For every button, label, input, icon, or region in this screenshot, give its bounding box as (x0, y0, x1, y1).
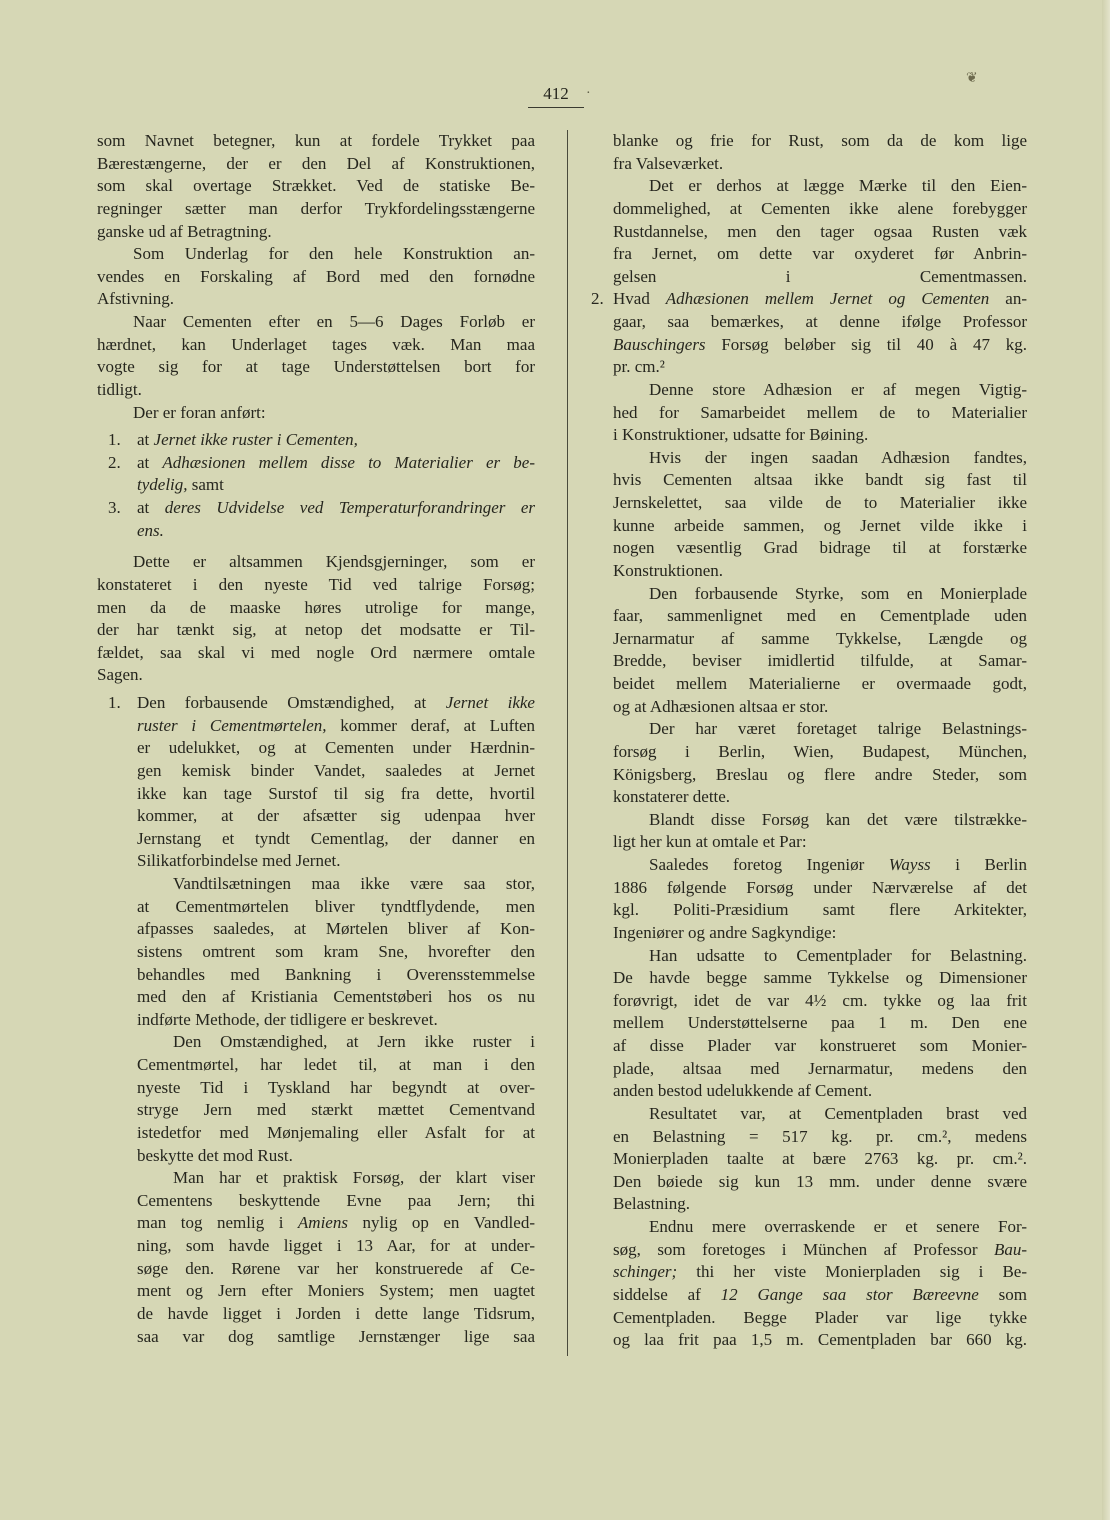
paragraph (137, 1031, 535, 1167)
text-line: Ingeniører og andre Sagkyndige: (613, 922, 837, 942)
text-line: stryge Jern med stærkt mættet Cementvand (137, 1100, 535, 1120)
text-line (137, 497, 535, 520)
text-line: ning, som havde ligget i 13 Aar, for at under- (137, 1236, 535, 1255)
text-run: søg, som foretoges i München af Professor (613, 1239, 994, 1259)
italic-text-run: Wayss (888, 855, 931, 874)
text-line: pr. cm.² (613, 357, 665, 377)
paragraph (97, 130, 535, 243)
text-line: Hvis der ingen saadan Adhæsion fandtes, (649, 447, 1027, 467)
text-line: gelsen i Cementmassen. (613, 266, 1027, 286)
italic-text-run: ens. (137, 520, 164, 540)
list-item (97, 452, 535, 497)
text-line: men da de maaske høres utrolige for mange, (97, 597, 535, 617)
text-run: kommer deraf, at Luften (326, 715, 535, 735)
text-line: forøvrigt, idet de var 4½ cm. tykke og laa frit (613, 990, 1027, 1010)
paragraph (137, 1167, 535, 1348)
column-divider (567, 130, 568, 1356)
text-run: i Berlin (930, 855, 1027, 874)
text-line: Det er derhos at lægge Mærke til den Eien- (649, 176, 1027, 196)
italic-text-run: Amiens (297, 1213, 348, 1233)
italic-text-run: ruster i Cementmørtelen, (137, 715, 327, 735)
text-line: plade, altsaa med Jernarmatur, medens den (613, 1058, 1027, 1078)
text-line: der har tænkt sig, at netop det modsatte er Til- (97, 620, 535, 640)
text-line: hvis Cementen altsaa ikke bandt sig fast til (613, 470, 1027, 490)
list-number: 1. (108, 693, 121, 712)
text-line: konstateret i den nyeste Tid ved talrige Forsøg; (97, 574, 535, 594)
text-line: kunne arbeide sammen, og Jernet vilde ikke i (613, 515, 1027, 535)
list-number: 1. (108, 430, 121, 450)
list-number: 2. (591, 289, 604, 309)
page-edge (1102, 0, 1110, 1520)
list-item (97, 497, 535, 542)
list-item (97, 429, 535, 452)
list-item (613, 130, 1027, 288)
text-run: thi her viste Monierpladen sig i Be- (677, 1262, 1027, 1282)
paragraph (97, 402, 535, 425)
paragraph (137, 452, 535, 497)
text-line: mellem Understøttelserne paa 1 m. Den ene (613, 1013, 1027, 1033)
text-line: dommelighed, at Cementen ikke alene forebygger (613, 198, 1027, 218)
text-run: an- (989, 289, 1027, 309)
text-line: kgl. Politi-Præsidium samt flere Arkitekter, (613, 900, 1027, 920)
text-line: ikke kan tage Surstof til sig fra dette, hvortil (137, 783, 535, 803)
paragraph (97, 551, 535, 687)
text-line: Resultatet var, at Cementpladen brast ved (649, 1103, 1027, 1123)
text-line (613, 288, 1027, 311)
text-line: er udelukket, og at Cementen under Hærdnin- (137, 738, 535, 758)
paragraph (613, 809, 1027, 854)
text-line (137, 715, 535, 738)
text-line: med den af Kristiania Cementstøberi hos os nu (137, 987, 535, 1007)
italic-text-run: schinger; (613, 1262, 678, 1282)
text-line: de havde ligget i Jorden i dette lange Tidsrum, (137, 1303, 535, 1323)
text-line (613, 1261, 1027, 1284)
paragraph (97, 311, 535, 402)
paragraph (137, 692, 535, 873)
text-line: ment og Jern efter Moniers System; men uagtet (137, 1281, 535, 1301)
text-run: som (978, 1284, 1027, 1304)
text-run: Saaledes foretog Ingeniør (649, 855, 889, 874)
paragraph (137, 873, 535, 1031)
text-line: Vandtilsætningen maa ikke være saa stor, (173, 874, 535, 893)
text-line (137, 692, 535, 715)
text-line: tidligt. (97, 379, 142, 399)
text-line: ligt her kun at omtale et Par: (613, 832, 807, 852)
text-line: Blandt disse Forsøg kan det være tilstrække- (649, 809, 1027, 829)
paragraph-block (97, 243, 535, 311)
text-line: Endnu mere overraskende er et senere For- (649, 1217, 1027, 1236)
text-line: Den forbausende Styrke, som en Monierplade (649, 583, 1027, 603)
text-line (613, 1284, 1027, 1307)
text-line: Cementpladen. Begge Plader var lige tykke (613, 1307, 1027, 1327)
text-run: at (137, 452, 163, 472)
text-line: fra Valseværket. (613, 153, 724, 173)
text-line: Bærestængerne, der er den Del af Konstruktionen, (97, 153, 535, 173)
text-line (137, 429, 535, 452)
text-line: Naar Cementen efter en 5—6 Dages Forløb er (133, 312, 535, 331)
list-item (97, 692, 535, 1348)
paragraph (613, 583, 1027, 719)
text-line: Sagen. (97, 665, 143, 685)
paragraph (613, 1103, 1027, 1216)
numbered-list (97, 692, 535, 1348)
text-run: samt (187, 475, 224, 495)
text-line: af disse Plader var konstrueret som Monier- (613, 1036, 1027, 1055)
text-line: blanke og frie for Rust, som da de kom lige (613, 131, 1027, 150)
paragraph (137, 429, 535, 452)
paragraph-block (97, 551, 535, 687)
text-line: søge den. Rørene var her konstruerede af Ce- (137, 1258, 535, 1278)
text-line (137, 1212, 535, 1235)
paragraph (97, 243, 535, 311)
paragraph-block (97, 402, 535, 425)
text-line: hærdnet, kan Underlaget tages væk. Man maa (97, 334, 535, 354)
text-run: Den forbausende Omstændighed, at (137, 693, 446, 712)
text-line: De havde begge samme Tykkelse og Dimensioner (613, 968, 1027, 988)
text-line: gaar, saa bemærkes, at denne ifølge Professor (613, 312, 1027, 331)
text-line: Man har et praktisk Forsøg, der klart viser (173, 1168, 535, 1188)
italic-text-run: Bau- (993, 1239, 1027, 1259)
text-line: konstaterer dette. (613, 787, 731, 807)
text-line: Cementens beskyttende Evne paa Jern; thi (137, 1190, 535, 1210)
italic-text-run: tydelig, (137, 475, 188, 495)
text-line: 1886 følgende Forsøg under Nærværelse af det (613, 877, 1027, 897)
text-line: Dette er altsammen Kjendsgjerninger, som er (133, 552, 535, 572)
text-line: gen kemisk binder Vandet, saaledes at Jernet (137, 760, 535, 780)
text-line: Jernarmatur af samme Tykkelse, Længde og (613, 628, 1027, 648)
list-number: 2. (108, 452, 121, 472)
text-run: Hvad (613, 289, 666, 309)
text-line: Der har været foretaget talrige Belastnings- (649, 719, 1027, 739)
text-line (137, 452, 535, 475)
text-line: regninger sætter man derfor Trykfordelingsstængerne (97, 198, 535, 218)
text-line (613, 1239, 1027, 1262)
numbered-list (591, 130, 1027, 1352)
paragraph-block (97, 130, 535, 243)
text-line: anden bestod udelukkende af Cement. (613, 1081, 873, 1101)
text-line: vogte sig for at tage Understøttelsen bort for (97, 357, 535, 377)
text-line: Jernstang et tyndt Cementlag, der danner en (137, 828, 535, 848)
right-column (591, 130, 1027, 1352)
text-line: Som Underlag for den hele Konstruktion an- (133, 244, 535, 264)
text-line: nogen væsentlig Grad bidrage til at forstærke (613, 538, 1027, 558)
text-line: beskytte det mod Rust. (137, 1145, 293, 1165)
text-line: Silikatforbindelse med Jernet. (137, 851, 341, 871)
italic-text-run: Jernet ikke (445, 693, 535, 712)
text-line: indførte Methode, der tidligere er beskrevet. (137, 1009, 438, 1029)
text-line: Han udsatte to Cementplader for Belastning. (649, 945, 1027, 965)
italic-text-run: deres Udvidelse ved Temperaturforandringer er (164, 498, 535, 517)
text-line: kommer, at der afsætter sig udenpaa hver (137, 806, 535, 826)
text-line: Monierpladen taalte at bære 2763 kg. pr. cm.². (613, 1149, 1027, 1169)
text-run: Forsøg beløber sig til 40 à 47 kg. (705, 334, 1027, 354)
paragraph (613, 718, 1027, 809)
text-line: som skal overtage Strækket. Ved de statiske Be- (97, 176, 535, 196)
paragraph (613, 130, 1027, 175)
text-line: Belastning. (613, 1194, 690, 1214)
text-run: at (137, 430, 154, 450)
paragraph (613, 854, 1027, 945)
paragraph (613, 447, 1027, 583)
italic-text-run: 12 Gange saa stor Bæreevne (720, 1284, 979, 1304)
text-line: sistens omtrent som kram Sne, hvorefter den (137, 941, 535, 961)
ink-speck-mark: ❦ (966, 71, 978, 86)
text-line: saa var dog samtlige Jernstænger lige saa (137, 1326, 535, 1346)
left-column (97, 130, 535, 1357)
text-line: faar, sammenlignet med en Cementplade uden (613, 606, 1027, 626)
text-run: siddelse af (613, 1284, 721, 1304)
text-line (137, 520, 535, 543)
italic-text-run: Adhæsionen mellem disse to Materialier er be- (162, 452, 535, 472)
text-line: Konstruktionen. (613, 560, 724, 580)
text-line: ganske ud af Betragtning. (97, 221, 272, 241)
text-line: beidet mellem Materialierne er overmaade godt, (613, 674, 1027, 693)
text-line: fældet, saa skal vi med nogle Ord nærmere omtale (97, 642, 535, 662)
paragraph (137, 497, 535, 542)
text-line (613, 334, 1027, 357)
text-line: Cementmørtel, har ledet til, at man i den (137, 1055, 535, 1074)
italic-text-run: Jernet ikke ruster i Cementen, (153, 430, 358, 450)
paragraph (613, 175, 1027, 288)
text-line: behandles med Bankning i Overensstemmelse (137, 964, 535, 984)
paragraph (613, 288, 1027, 379)
text-line: Den bøiede sig kun 13 mm. under denne svære (613, 1171, 1027, 1191)
text-line: istedetfor med Mønjemaling eller Asfalt for at (137, 1122, 535, 1142)
text-line: Jernskelettet, saa vilde de to Materialier ikke (613, 493, 1027, 512)
paragraph (613, 1216, 1027, 1352)
text-line: en Belastning = 517 kg. pr. cm.², medens (613, 1126, 1027, 1146)
text-line: Rustdannelse, men den tager ogsaa Rusten væk (613, 221, 1027, 241)
italic-text-run: Adhæsionen mellem Jernet og Cementen (665, 289, 990, 309)
text-line: og laa frit paa 1,5 m. Cementpladen bar 660 kg. (613, 1330, 1027, 1350)
text-line: Bredde, beviser imidlertid tilfulde, at Samar- (613, 651, 1027, 671)
list-item (591, 288, 1027, 1351)
numbered-list (97, 429, 535, 542)
text-line: vendes en Forskaling af Bord med den fornødne (97, 266, 535, 286)
text-line (613, 854, 1027, 877)
italic-text-run: Bauschingers (613, 334, 706, 354)
text-line: Denne store Adhæsion er af megen Vigtig- (649, 379, 1027, 399)
text-line: Königsberg, Breslau og flere andre Steder, som (613, 764, 1027, 784)
page-number: 412 (528, 84, 584, 108)
paragraph (613, 945, 1027, 1103)
text-line: Der er foran anført: (133, 402, 266, 422)
text-line: i Konstruktioner, udsatte for Bøining. (613, 425, 869, 445)
text-run: man tog nemlig i (137, 1213, 298, 1233)
text-line: og at Adhæsionen altsaa er stor. (613, 696, 829, 716)
text-line: hed for Samarbeidet mellem de to Materialier (613, 402, 1027, 422)
text-line: forsøg i Berlin, Wien, Budapest, München, (613, 741, 1027, 761)
list-number: 3. (108, 498, 121, 517)
text-line: som Navnet betegner, kun at fordele Trykket paa (97, 131, 535, 150)
text-line: at Cementmørtelen bliver tyndtflydende, men (137, 896, 535, 916)
text-line: afpasses saaledes, at Mørtelen bliver af Kon- (137, 919, 535, 939)
text-line: nyeste Tid i Tyskland har begyndt at over- (137, 1077, 535, 1097)
text-line: Den Omstændighed, at Jern ikke ruster i (173, 1032, 535, 1052)
paragraph (613, 379, 1027, 447)
text-line (137, 474, 535, 497)
text-line: Afstivning. (97, 289, 174, 309)
text-line: fra Jernet, om dette var oxyderet før Anbrin- (613, 244, 1027, 264)
text-run: at (137, 498, 165, 517)
paragraph-block (97, 311, 535, 402)
text-run: nylig op en Vandled- (347, 1213, 535, 1233)
page-number-dot: · (586, 86, 591, 101)
